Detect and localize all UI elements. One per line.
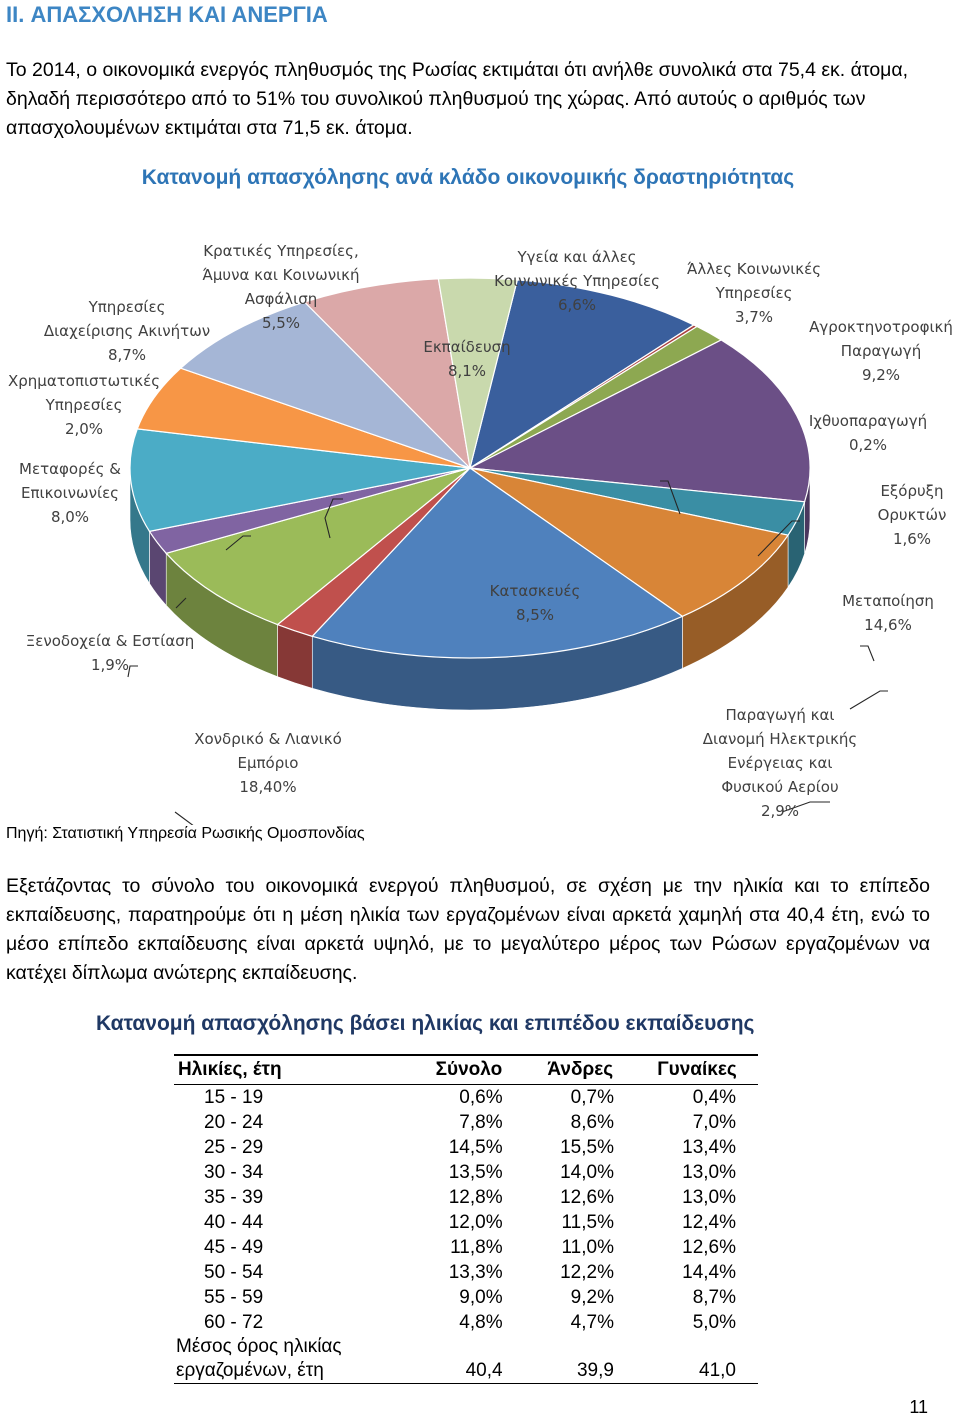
pie-label-7 bbox=[809, 412, 927, 454]
age-range-cell: 60 - 72 bbox=[204, 1312, 264, 1333]
men-cell: 8,6% bbox=[570, 1112, 614, 1133]
men-cell: 12,6% bbox=[560, 1187, 614, 1208]
pie-label-5 bbox=[809, 318, 953, 384]
total-cell: 13,5% bbox=[448, 1162, 503, 1183]
table-row bbox=[174, 1160, 758, 1185]
men-cell: 4,7% bbox=[570, 1312, 614, 1333]
average-age-label-line1: Μέσος όρος ηλικίας bbox=[176, 1336, 342, 1357]
women-cell: 14,4% bbox=[682, 1262, 736, 1283]
pie-label-line: 5,5% bbox=[261, 314, 301, 332]
pie-label-line: Διανομή Ηλεκτρικής bbox=[702, 730, 858, 748]
age-range-cell: 30 - 34 bbox=[204, 1162, 264, 1183]
pie-label-line: Επικοινωνίες bbox=[21, 484, 119, 502]
chart-title: Κατανομή απασχόλησης ανά κλάδο οικονομικής δραστηριότητας bbox=[141, 166, 795, 189]
women-cell: 0,4% bbox=[692, 1087, 736, 1108]
pie-label-2 bbox=[687, 260, 821, 326]
table-title: Κατανομή απασχόλησης βάσει ηλικίας και επιπέδου εκπαίδευσης bbox=[96, 1012, 755, 1035]
table-row bbox=[174, 1210, 758, 1235]
pie-label-line: Εξόρυξη bbox=[880, 482, 944, 500]
pie-label-line: Ιχθυοπαραγωγή bbox=[808, 412, 928, 430]
average-age-row bbox=[174, 1335, 758, 1384]
source-note: Πηγή: Στατιστική Υπηρεσία Ρωσικής Ομοσπονδίας bbox=[6, 825, 365, 842]
age-range-cell: 25 - 29 bbox=[204, 1137, 264, 1158]
pie-label-9 bbox=[878, 482, 947, 548]
pie-label-line: 8,0% bbox=[50, 508, 90, 526]
pie-label-line: Κατασκευές bbox=[489, 582, 581, 600]
pie-label-line: Αγροκτηνοτροφική bbox=[809, 318, 953, 336]
age-range-cell: 55 - 59 bbox=[204, 1287, 264, 1308]
age-range-cell: 15 - 19 bbox=[204, 1087, 264, 1108]
header-total: Σύνολο bbox=[413, 1055, 524, 1085]
total-cell: 9,0% bbox=[459, 1287, 503, 1308]
pie-label-3 bbox=[44, 298, 210, 364]
pie-label-line: Υπηρεσίες bbox=[45, 396, 123, 414]
pie-label-line: Άμυνα και Κοινωνική bbox=[202, 266, 360, 284]
women-cell: 7,0% bbox=[692, 1112, 736, 1133]
total-cell: 7,8% bbox=[459, 1112, 503, 1133]
women-cell: 13,4% bbox=[682, 1137, 736, 1158]
pie-label-line: Διαχείρισης Ακινήτων bbox=[43, 322, 211, 340]
pie-label-line: Εκπαίδευση bbox=[423, 338, 511, 356]
pie-label-line: Κοινωνικές Υπηρεσίες bbox=[494, 272, 660, 290]
pie-label-line: Χρηματοπιστωτικές bbox=[7, 372, 161, 390]
pie-label-line: 8,1% bbox=[447, 362, 487, 380]
men-cell: 15,5% bbox=[560, 1137, 614, 1158]
pie-label-line: 6,6% bbox=[557, 296, 597, 314]
average-age-label-line2: εργαζομένων, έτη bbox=[176, 1360, 324, 1381]
men-cell: 11,5% bbox=[561, 1212, 614, 1233]
men-cell: 9,2% bbox=[570, 1287, 614, 1308]
table-row bbox=[174, 1310, 758, 1335]
table-row bbox=[174, 1235, 758, 1260]
men-cell: 14,0% bbox=[560, 1162, 614, 1183]
age-range-cell: 45 - 49 bbox=[204, 1237, 264, 1258]
leader-line-transport bbox=[128, 666, 138, 677]
total-cell: 13,3% bbox=[448, 1262, 503, 1283]
table-row bbox=[174, 1285, 758, 1310]
women-cell: 12,6% bbox=[682, 1237, 736, 1258]
age-range-cell: 40 - 44 bbox=[204, 1212, 264, 1233]
pie-label-line: Ενέργειας και bbox=[727, 754, 833, 772]
total-cell: 12,0% bbox=[448, 1212, 503, 1233]
average-women-cell: 41,0 bbox=[636, 1335, 758, 1384]
total-cell: 4,8% bbox=[459, 1312, 503, 1333]
table-row bbox=[174, 1260, 758, 1285]
pie-label-line: 2,9% bbox=[760, 802, 800, 820]
pie-label-line: Ξενοδοχεία & Εστίαση bbox=[25, 632, 195, 650]
page-number: 11 bbox=[909, 1397, 928, 1417]
table-row bbox=[174, 1135, 758, 1160]
age-range-cell: 20 - 24 bbox=[204, 1112, 264, 1133]
pie-label-line: Ασφάλιση bbox=[244, 290, 318, 308]
total-cell: 11,8% bbox=[450, 1237, 503, 1258]
pie-label-13 bbox=[703, 706, 857, 820]
intro-paragraph: Το 2014, ο οικονομικά ενεργός πληθυσμός της Ρωσίας εκτιμάται ότι ανήλθε συνολικά στα 75,4 εκ. άτομα, δηλαδή περισσότερο από το 51% του συνολικού πληθυσμού της χώρας. Από αυτούς ο αριθμός των απασχολουμένων εκτιμάται στα 71,5 εκ. άτομα. bbox=[6, 59, 909, 139]
average-age-label bbox=[174, 1335, 413, 1384]
pie-label-line: 3,7% bbox=[734, 308, 774, 326]
women-cell: 5,0% bbox=[692, 1312, 736, 1333]
pie-label-line: 8,7% bbox=[107, 346, 147, 364]
women-cell: 13,0% bbox=[682, 1162, 736, 1183]
pie-label-line: 18,40% bbox=[239, 778, 297, 796]
table-row bbox=[174, 1185, 758, 1210]
pie-label-line: Μεταφορές & bbox=[19, 460, 121, 478]
women-cell: 13,0% bbox=[682, 1187, 736, 1208]
pie-label-line: 8,5% bbox=[515, 606, 555, 624]
leader-line-fishery bbox=[860, 646, 874, 661]
table-header-row bbox=[174, 1055, 758, 1085]
pie-label-line: 2,0% bbox=[64, 420, 104, 438]
pie-label-line: 14,6% bbox=[864, 616, 912, 634]
pie-label-line: Κρατικές Υπηρεσίες, bbox=[203, 242, 359, 260]
pie-label-11 bbox=[842, 592, 934, 634]
pie-label-line: Παραγωγή bbox=[840, 342, 922, 360]
average-total-cell: 40,4 bbox=[413, 1335, 524, 1384]
leader-line-mining bbox=[850, 691, 888, 709]
employment-pie-chart bbox=[0, 200, 960, 825]
pie-label-line: Παραγωγή και bbox=[725, 706, 835, 724]
pie-label-line: Ορυκτών bbox=[877, 506, 947, 524]
body-paragraph: Εξετάζοντας το σύνολο του οικονομικά ενεργού πληθυσμού, σε σχέση με την ηλικία και το επίπεδο εκπαίδευσης, παρατηρούμε ότι η μέση ηλικία των εργαζομένων είναι αρκετά χαμηλή στα 40,4 έτη, ενώ το μέσο επίπεδο εκπαίδευσης είναι αρκετά υψηλό, με το μεγαλύτερο μέρος των Ρώσων εργαζομένων να κατέχει δίπλωμα ανώτερης εκπαίδευσης. bbox=[6, 875, 930, 984]
pie-label-8 bbox=[19, 460, 121, 526]
age-distribution-table bbox=[174, 1054, 758, 1384]
men-cell: 12,2% bbox=[560, 1262, 614, 1283]
average-men-cell: 39,9 bbox=[525, 1335, 636, 1384]
pie-label-14 bbox=[194, 730, 342, 796]
women-cell: 12,4% bbox=[682, 1212, 736, 1233]
pie-label-line: 0,2% bbox=[848, 436, 888, 454]
table-row bbox=[174, 1110, 758, 1135]
age-range-cell: 35 - 39 bbox=[204, 1187, 264, 1208]
pie-label-line: 9,2% bbox=[861, 366, 901, 384]
pie-label-line: 1,9% bbox=[90, 656, 130, 674]
section-heading: II. ΑΠΑΣΧΟΛΗΣΗ ΚΑΙ ΑΝΕΡΓΙΑ bbox=[6, 2, 328, 27]
header-women: Γυναίκες bbox=[636, 1055, 758, 1085]
pie-label-line: Υγεία και άλλες bbox=[517, 248, 637, 266]
pie-label-line: 1,6% bbox=[892, 530, 932, 548]
header-men: Άνδρες bbox=[525, 1055, 636, 1085]
men-cell: 0,7% bbox=[570, 1087, 614, 1108]
total-cell: 0,6% bbox=[459, 1087, 503, 1108]
men-cell: 11,0% bbox=[561, 1237, 614, 1258]
pie-label-line: Υπηρεσίες bbox=[715, 284, 793, 302]
pie-label-line: Εμπόριο bbox=[237, 754, 299, 772]
age-range-cell: 50 - 54 bbox=[204, 1262, 264, 1283]
total-cell: 14,5% bbox=[448, 1137, 503, 1158]
pie-label-line: Υπηρεσίες bbox=[88, 298, 166, 316]
women-cell: 8,7% bbox=[692, 1287, 736, 1308]
pie-label-12 bbox=[26, 632, 194, 674]
pie-label-line: Μεταποίηση bbox=[842, 592, 934, 610]
header-age: Ηλικίες, έτη bbox=[174, 1055, 413, 1085]
pie-label-line: Χονδρικό & Λιανικό bbox=[194, 730, 342, 748]
leader-line-hotels bbox=[175, 812, 210, 825]
table-row bbox=[174, 1085, 758, 1111]
pie-label-line: Φυσικού Αερίου bbox=[721, 778, 839, 796]
total-cell: 12,8% bbox=[448, 1187, 503, 1208]
pie-label-line: Άλλες Κοινωνικές bbox=[686, 260, 822, 278]
